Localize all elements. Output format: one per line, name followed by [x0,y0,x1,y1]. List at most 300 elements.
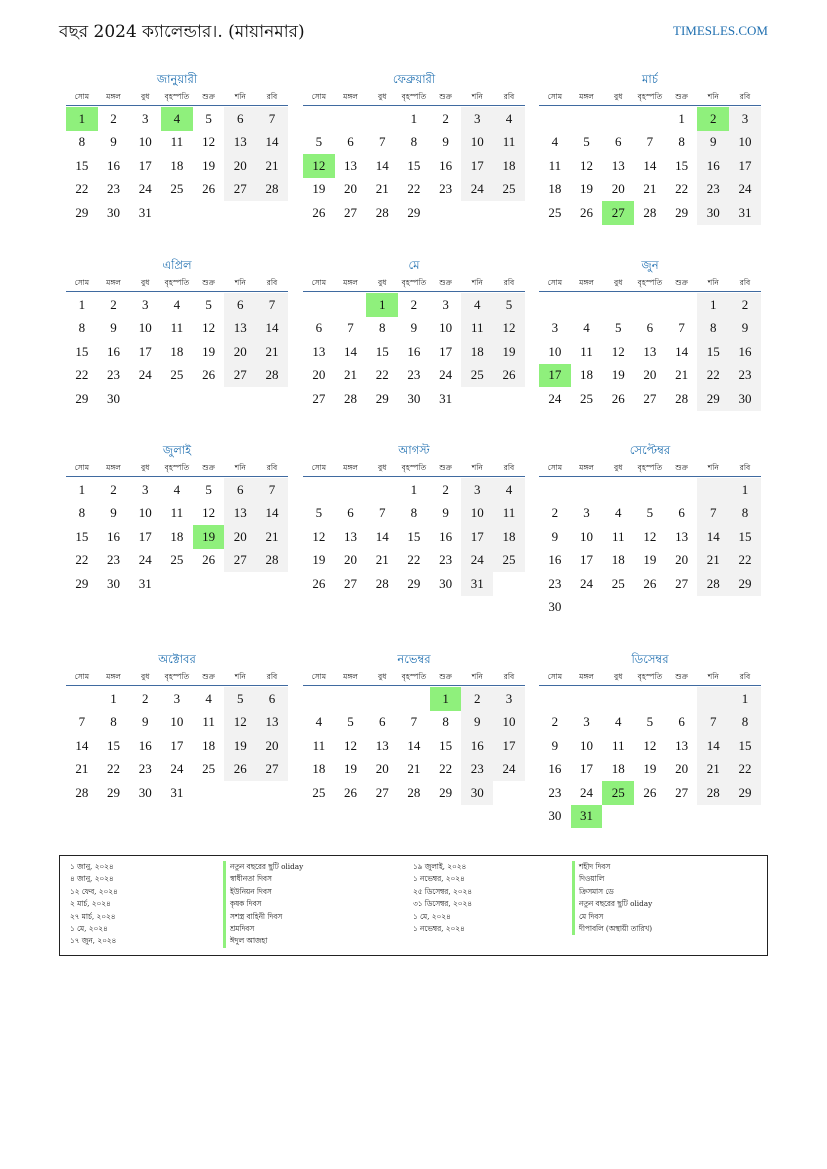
day-cell: 10 [580,528,594,544]
day-cell: 27 [643,390,657,406]
day-cell: 19 [643,552,657,568]
day-cell: 16 [439,157,453,173]
day-cell: 21 [256,154,288,178]
day-cell: 10 [548,343,562,359]
day-cell: 24 [461,178,493,202]
day-cell: 14 [643,157,657,173]
day-cell: 12 [202,320,216,336]
day-cell: 1 [410,110,418,126]
month-block [303,442,525,596]
empty-cell [634,687,666,711]
day-cell: 21 [697,758,729,782]
day-cell: 8 [410,134,418,150]
day-cell: 25 [493,549,525,573]
day-cell: 23 [729,364,761,388]
day-cell: 14 [75,737,89,753]
day-grid [303,478,525,596]
day-cell: 9 [697,131,729,155]
day-cell: 22 [375,367,389,383]
day-cell: 29 [675,204,689,220]
month-block [66,71,288,225]
day-cell: 26 [202,367,216,383]
weekday-label: রবি [739,278,751,287]
day-cell: 28 [407,784,421,800]
day-cell: 31 [461,572,493,596]
day-cell: 25 [170,552,184,568]
holiday-day-cell: 31 [571,805,603,829]
day-cell: 6 [256,687,288,711]
holiday-day-cell: 27 [602,201,634,225]
holiday-day-cell: 1 [66,107,98,131]
day-cell: 29 [107,784,121,800]
day-cell: 23 [407,367,421,383]
weekday-label: সোম [311,463,327,472]
day-cell: 4 [493,107,525,131]
day-grid [303,687,525,805]
day-cell: 14 [675,343,689,359]
month-name: জানুয়ারী [156,72,198,86]
month-name: ডিসেম্বর [631,652,669,666]
weekday-label: বুধ [141,92,150,101]
day-cell: 10 [138,134,152,150]
day-cell: 24 [729,178,761,202]
day-cell: 6 [678,714,685,730]
day-cell: 7 [256,293,288,317]
day-cell: 29 [75,390,89,406]
day-cell: 8 [110,714,117,730]
legend-left-dates [70,861,118,948]
day-cell: 2 [442,481,449,497]
day-cell: 12 [643,528,657,544]
day-cell: 12 [344,737,358,753]
day-cell: 18 [170,528,184,544]
day-cell: 15 [407,157,421,173]
day-cell: 25 [580,390,594,406]
day-cell: 4 [205,690,212,706]
day-cell: 3 [461,478,493,502]
day-cell: 20 [675,761,689,777]
day-cell: 1 [678,110,685,126]
day-cell: 20 [675,552,689,568]
weekday-header [66,89,288,106]
weekday-label: শনি [707,92,719,101]
weekday-label: বৃহস্পতি [637,463,663,472]
month-block [303,71,525,225]
day-cell: 21 [675,367,689,383]
day-cell: 26 [344,784,358,800]
day-cell: 21 [697,549,729,573]
weekday-header [303,89,525,106]
day-cell: 25 [493,178,525,202]
day-cell: 10 [461,131,493,155]
day-cell: 28 [375,575,389,591]
day-cell: 25 [202,761,216,777]
day-cell: 28 [256,549,288,573]
weekday-header [539,460,761,477]
weekday-label: বুধ [378,463,387,472]
day-cell: 25 [461,364,493,388]
day-cell: 27 [375,784,389,800]
day-cell: 12 [493,317,525,341]
day-cell: 21 [375,552,389,568]
day-cell: 26 [312,575,326,591]
day-cell: 19 [643,761,657,777]
holiday-day-cell: 4 [161,107,193,131]
day-cell: 30 [107,204,121,220]
day-cell: 18 [580,367,594,383]
day-cell: 13 [643,343,657,359]
day-cell: 29 [697,387,729,411]
weekday-label: শুক্র [439,278,452,287]
empty-cell [602,478,634,502]
day-cell: 1 [697,293,729,317]
month-block [303,257,525,411]
weekday-label: মঙ্গল [343,278,358,287]
month-block [539,442,761,619]
weekday-label: শনি [234,278,246,287]
day-cell: 19 [202,157,216,173]
day-cell: 24 [548,390,562,406]
day-cell: 11 [548,157,562,173]
weekday-label: রবি [503,278,515,287]
day-cell: 11 [312,737,326,753]
legend-holiday-name: দীপাবলি (অস্থায়ী তারিখ) [572,923,652,935]
day-cell: 17 [493,734,525,758]
day-cell: 27 [344,575,358,591]
day-cell: 20 [611,181,625,197]
day-cell: 17 [138,157,152,173]
day-cell: 22 [75,367,89,383]
weekday-label: শুক্র [439,92,452,101]
day-cell: 27 [224,178,256,202]
weekday-label: শনি [234,463,246,472]
legend-holiday-name: ইউনিয়ন দিবস [223,886,303,898]
weekday-label: সোম [74,463,90,472]
weekday-label: মঙ্গল [579,278,594,287]
day-cell: 9 [110,505,117,521]
day-cell: 23 [138,761,152,777]
day-cell: 17 [580,761,594,777]
day-cell: 7 [256,478,288,502]
day-cell: 4 [583,320,590,336]
day-cell: 6 [224,107,256,131]
day-cell: 14 [375,157,389,173]
empty-cell [366,107,398,131]
day-cell: 20 [375,761,389,777]
day-cell: 30 [461,781,493,805]
day-cell: 26 [611,390,625,406]
day-cell: 18 [611,761,625,777]
legend-right-dates [413,861,472,935]
day-cell: 20 [224,525,256,549]
day-cell: 3 [442,296,449,312]
day-cell: 23 [548,575,562,591]
legend-holiday-name: শহীদ দিবস [572,861,652,873]
day-cell: 16 [461,734,493,758]
day-grid [539,293,761,411]
day-cell: 2 [551,714,559,730]
day-cell: 23 [107,367,121,383]
day-cell: 19 [312,552,326,568]
day-cell: 23 [697,178,729,202]
empty-cell [602,687,634,711]
day-cell: 18 [202,737,216,753]
weekday-label: শনি [707,278,719,287]
day-cell: 26 [643,784,657,800]
day-cell: 29 [407,575,421,591]
day-cell: 13 [611,157,625,173]
day-cell: 8 [378,320,386,336]
weekday-label: শনি [471,278,483,287]
weekday-label: রবি [503,92,515,101]
weekday-label: মঙ্গল [579,463,594,472]
day-cell: 28 [256,178,288,202]
month-name: সেপ্টেম্বর [629,443,671,457]
day-cell: 25 [170,367,184,383]
month-name: মে [408,258,420,272]
empty-cell [335,293,367,317]
day-cell: 28 [697,572,729,596]
day-cell: 8 [78,320,86,336]
day-cell: 27 [344,204,358,220]
day-cell: 3 [551,320,559,336]
legend-holiday-name: নতুন বছরের ছুটি oliday [223,861,303,873]
day-cell: 9 [551,528,559,544]
legend-date: ১৭ জুন, ২০২৪ [70,936,117,946]
day-cell: 27 [256,758,288,782]
legend-date: ১ মে, ২০২৪ [70,923,108,933]
day-cell: 9 [461,711,493,735]
day-cell: 23 [107,181,121,197]
day-cell: 23 [439,552,453,568]
day-cell: 2 [110,296,117,312]
day-cell: 8 [729,711,761,735]
day-cell: 11 [493,131,525,155]
day-cell: 11 [580,343,593,359]
day-cell: 31 [439,390,453,406]
day-cell: 10 [729,131,761,155]
day-cell: 9 [110,320,117,336]
day-cell: 5 [205,481,212,497]
day-cell: 28 [75,784,89,800]
legend-date: ৩১ ডিসেম্বর, ২০২৪ [413,899,472,909]
day-cell: 7 [256,107,288,131]
day-cell: 15 [729,734,761,758]
weekday-label: শনি [471,92,483,101]
month-block [66,651,288,805]
day-cell: 15 [407,528,421,544]
weekday-label: সোম [547,92,563,101]
day-cell: 5 [315,134,323,150]
day-cell: 5 [614,320,622,336]
day-cell: 29 [75,204,89,220]
holiday-day-cell: 17 [539,364,571,388]
day-cell: 10 [138,320,152,336]
empty-cell [303,293,335,317]
day-cell: 6 [224,478,256,502]
day-grid [66,687,288,805]
weekday-label: বৃহস্পতি [637,278,663,287]
day-cell: 21 [256,525,288,549]
weekday-header [539,89,761,106]
day-cell: 13 [675,737,689,753]
day-cell: 6 [347,505,354,521]
empty-cell [366,687,398,711]
day-cell: 13 [256,711,288,735]
holiday-day-cell: 25 [602,781,634,805]
empty-cell [539,478,571,502]
day-cell: 26 [202,552,216,568]
empty-cell [666,687,698,711]
day-cell: 21 [643,181,657,197]
legend-date: ১৯ জুলাই, ২০২৪ [413,862,467,871]
day-cell: 12 [611,343,625,359]
day-cell: 12 [202,134,216,150]
holiday-legend [59,855,768,956]
weekday-label: বুধ [141,463,150,472]
day-cell: 18 [611,552,625,568]
day-cell: 25 [548,204,562,220]
weekday-label: শুক্র [675,278,688,287]
day-cell: 7 [378,505,386,521]
month-block [539,71,761,225]
empty-cell [634,293,666,317]
day-cell: 8 [442,714,449,730]
day-cell: 22 [407,552,421,568]
weekday-label: শুক্র [439,672,452,681]
day-cell: 5 [224,687,256,711]
weekday-label: মঙ্গল [106,278,121,287]
day-cell: 17 [729,154,761,178]
day-cell: 19 [611,367,625,383]
day-cell: 1 [729,687,761,711]
day-cell: 28 [675,390,689,406]
day-cell: 24 [138,552,152,568]
day-cell: 20 [256,734,288,758]
day-cell: 2 [110,110,117,126]
day-cell: 8 [697,317,729,341]
legend-right-names [572,861,652,935]
day-cell: 13 [344,528,358,544]
day-cell: 25 [312,784,326,800]
day-cell: 6 [646,320,654,336]
weekday-label: বৃহস্পতি [401,463,427,472]
day-cell: 3 [461,107,493,131]
day-cell: 18 [493,154,525,178]
weekday-label: মঙ্গল [343,463,358,472]
day-cell: 30 [439,575,453,591]
weekday-label: সোম [547,463,563,472]
day-cell: 15 [375,343,389,359]
day-cell: 11 [170,505,184,521]
day-cell: 26 [580,204,594,220]
weekday-label: বৃহস্পতি [401,92,427,101]
day-cell: 16 [548,552,562,568]
day-cell: 16 [729,340,761,364]
weekday-label: মঙ্গল [579,92,594,101]
day-cell: 3 [729,107,761,131]
day-cell: 16 [548,761,562,777]
weekday-label: বৃহস্পতি [164,463,190,472]
weekday-label: রবি [503,672,515,681]
day-grid [66,293,288,411]
day-cell: 19 [344,761,358,777]
empty-cell [539,107,571,131]
day-cell: 9 [410,320,418,336]
legend-holiday-name: মে দিবস [572,911,652,923]
day-cell: 14 [256,317,288,341]
day-cell: 18 [548,181,562,197]
day-grid [66,107,288,225]
weekday-label: সোম [547,672,563,681]
site-link[interactable]: TIMESLES.COM [673,23,768,38]
day-cell: 1 [729,478,761,502]
day-cell: 8 [78,505,86,521]
weekday-label: রবি [266,672,278,681]
day-cell: 21 [75,761,89,777]
day-cell: 4 [614,505,622,521]
day-cell: 23 [439,181,453,197]
weekday-label: সোম [74,672,90,681]
day-cell: 2 [110,481,117,497]
day-cell: 1 [78,296,86,312]
legend-date: ১ মে, ২০২৪ [413,911,451,921]
day-cell: 19 [202,343,216,359]
day-cell: 3 [141,110,149,126]
day-cell: 7 [410,714,418,730]
day-cell: 6 [315,320,323,336]
day-cell: 21 [375,181,389,197]
day-cell: 2 [551,505,559,521]
day-cell: 29 [729,572,761,596]
day-grid [66,478,288,596]
empty-cell [634,478,666,502]
day-cell: 21 [407,761,421,777]
day-cell: 27 [675,784,689,800]
weekday-label: রবি [266,278,278,287]
weekday-label: সোম [547,278,563,287]
day-cell: 22 [75,181,89,197]
day-cell: 1 [78,481,86,497]
weekday-header [66,669,288,686]
day-cell: 31 [138,575,152,591]
day-cell: 3 [493,687,525,711]
weekday-label: শনি [471,463,483,472]
holiday-day-cell: 19 [193,525,225,549]
day-cell: 4 [551,134,559,150]
weekday-label: শুক্র [675,92,688,101]
day-cell: 24 [461,549,493,573]
holiday-day-cell: 1 [366,293,398,317]
day-cell: 14 [697,525,729,549]
day-cell: 5 [347,714,354,730]
day-cell: 20 [312,367,326,383]
weekday-label: রবি [739,463,751,472]
day-cell: 10 [138,505,152,521]
day-cell: 11 [202,714,215,730]
day-cell: 24 [170,761,184,777]
legend-holiday-name: কৃষক দিবস [223,898,303,910]
day-cell: 24 [493,758,525,782]
legend-date: ১ নভেম্বর, ২০২৪ [413,923,465,933]
day-cell: 24 [439,367,453,383]
day-cell: 20 [344,552,358,568]
day-cell: 6 [347,134,354,150]
legend-holiday-name: সশস্ত্র বাহিনী দিবস [223,911,303,923]
day-cell: 14 [256,131,288,155]
month-name: এপ্রিল [162,258,192,272]
day-cell: 29 [407,204,421,220]
